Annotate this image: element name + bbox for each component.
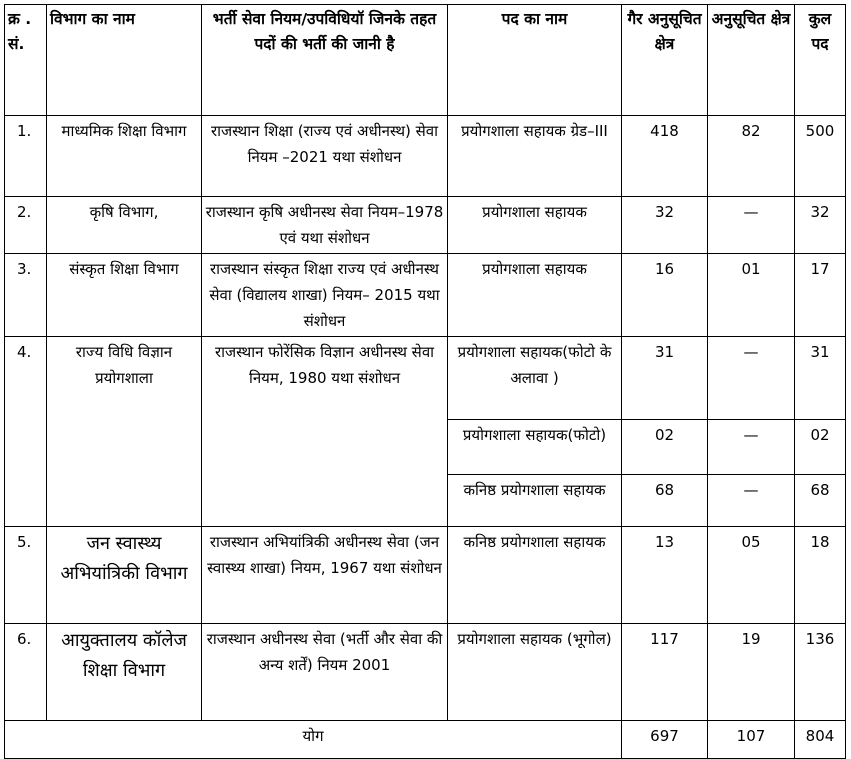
department-cell: संस्कृत शिक्षा विभाग xyxy=(47,254,202,337)
header-department: विभाग का नाम xyxy=(47,5,202,116)
total-cell: 68 xyxy=(795,475,846,527)
scheduled-cell: — xyxy=(708,475,795,527)
total-cell: 500 xyxy=(795,116,846,197)
header-non-scheduled: गैर अनुसूचित क्षेत्र xyxy=(622,5,708,116)
total-row xyxy=(5,721,846,759)
non-scheduled-cell: 32 xyxy=(622,197,708,254)
department-cell: जन स्वास्थ्य अभियांत्रिकी विभाग xyxy=(47,527,202,624)
total-cell: 18 xyxy=(795,527,846,624)
rules-cell: राजस्थान अधीनस्थ सेवा (भर्ती और सेवा की अन्य शर्तें) नियम 2001 xyxy=(202,624,448,721)
header-rules: भर्ती सेवा नियम/उपविधियॉ जिनके तहत पदों की भर्ती की जानी है xyxy=(202,5,448,116)
header-serial: क्र . सं. xyxy=(5,5,47,116)
scheduled-cell: 82 xyxy=(708,116,795,197)
total-cell: 136 xyxy=(795,624,846,721)
post-cell: प्रयोगशाला सहायक(फोटो) xyxy=(448,420,622,475)
table-row xyxy=(5,197,846,254)
header-total: कुल पद xyxy=(795,5,846,116)
post-cell: प्रयोगशाला सहायक xyxy=(448,197,622,254)
recruitment-table xyxy=(4,4,846,759)
scheduled-cell: 19 xyxy=(708,624,795,721)
rules-cell: राजस्थान फोरेंसिक विज्ञान अधीनस्थ सेवा नियम, 1980 यथा संशोधन xyxy=(202,337,448,527)
serial-cell: 6. xyxy=(5,624,47,721)
rules-cell: राजस्थान कृषि अधीनस्थ सेवा नियम–1978 एवं यथा संशोधन xyxy=(202,197,448,254)
total-cell: 31 xyxy=(795,337,846,420)
total-posts: 804 xyxy=(795,721,846,759)
scheduled-cell: — xyxy=(708,420,795,475)
post-cell: कनिष्ठ प्रयोगशाला सहायक xyxy=(448,475,622,527)
department-cell: माध्यमिक शिक्षा विभाग xyxy=(47,116,202,197)
non-scheduled-cell: 418 xyxy=(622,116,708,197)
table-row xyxy=(5,337,846,420)
serial-cell: 3. xyxy=(5,254,47,337)
department-cell: आयुक्तालय कॉलेज शिक्षा विभाग xyxy=(47,624,202,721)
non-scheduled-cell: 02 xyxy=(622,420,708,475)
scheduled-cell: — xyxy=(708,197,795,254)
rules-cell: राजस्थान संस्कृत शिक्षा राज्य एवं अधीनस्थ सेवा (विद्यालय शाखा) नियम– 2015 यथा संशोधन xyxy=(202,254,448,337)
table-row xyxy=(5,527,846,624)
serial-cell: 2. xyxy=(5,197,47,254)
non-scheduled-cell: 16 xyxy=(622,254,708,337)
table-header-row xyxy=(5,5,846,116)
rules-cell: राजस्थान शिक्षा (राज्य एवं अधीनस्थ) सेवा नियम –2021 यथा संशोधन xyxy=(202,116,448,197)
total-non-scheduled: 697 xyxy=(622,721,708,759)
post-cell: प्रयोगशाला सहायक ग्रेड–III xyxy=(448,116,622,197)
scheduled-cell: 01 xyxy=(708,254,795,337)
non-scheduled-cell: 31 xyxy=(622,337,708,420)
total-scheduled: 107 xyxy=(708,721,795,759)
serial-cell: 4. xyxy=(5,337,47,527)
header-post: पद का नाम xyxy=(448,5,622,116)
post-cell: कनिष्ठ प्रयोगशाला सहायक xyxy=(448,527,622,624)
table-row xyxy=(5,254,846,337)
total-label: योग xyxy=(5,721,622,759)
serial-cell: 1. xyxy=(5,116,47,197)
total-cell: 32 xyxy=(795,197,846,254)
scheduled-cell: — xyxy=(708,337,795,420)
scheduled-cell: 05 xyxy=(708,527,795,624)
rules-cell: राजस्थान अभियांत्रिकी अधीनस्थ सेवा (जन स्वास्थ्य शाखा) नियम, 1967 यथा संशोधन xyxy=(202,527,448,624)
non-scheduled-cell: 68 xyxy=(622,475,708,527)
serial-cell: 5. xyxy=(5,527,47,624)
department-cell: कृषि विभाग, xyxy=(47,197,202,254)
non-scheduled-cell: 117 xyxy=(622,624,708,721)
table-row xyxy=(5,116,846,197)
total-cell: 17 xyxy=(795,254,846,337)
table-row xyxy=(5,624,846,721)
header-scheduled: अनुसूचित क्षेत्र xyxy=(708,5,795,116)
post-cell: प्रयोगशाला सहायक(फोटो के अलावा ) xyxy=(448,337,622,420)
total-cell: 02 xyxy=(795,420,846,475)
post-cell: प्रयोगशाला सहायक xyxy=(448,254,622,337)
non-scheduled-cell: 13 xyxy=(622,527,708,624)
post-cell: प्रयोगशाला सहायक (भूगोल) xyxy=(448,624,622,721)
department-cell: राज्य विधि विज्ञान प्रयोगशाला xyxy=(47,337,202,527)
